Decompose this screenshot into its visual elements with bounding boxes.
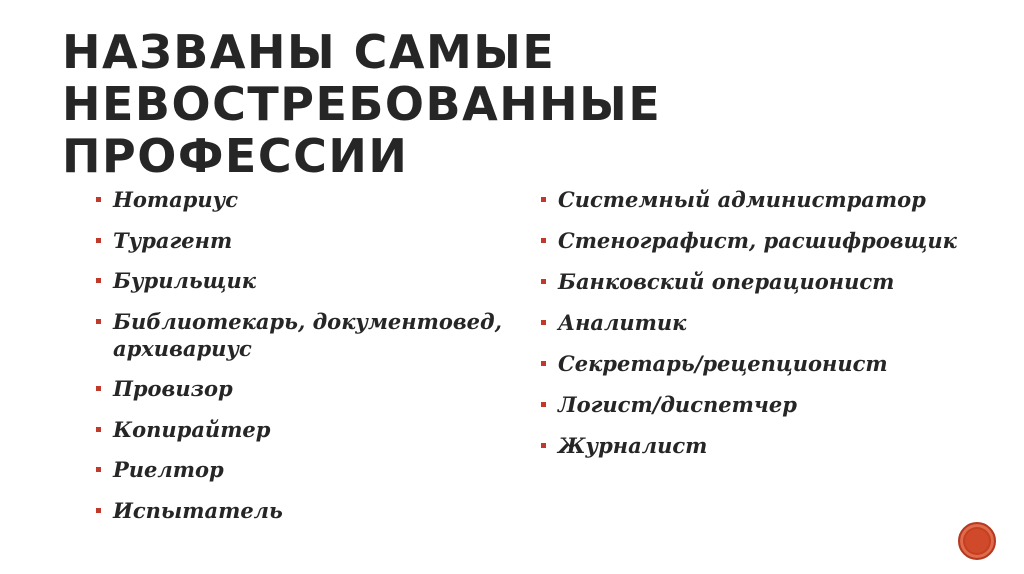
slide-title: НАЗВАНЫ САМЫЕ НЕВОСТРЕБОВАННЫЕ ПРОФЕССИИ <box>62 25 662 183</box>
list-item <box>96 416 516 443</box>
bullet-icon <box>96 278 101 283</box>
list-item-label: Копирайтер <box>113 416 271 442</box>
right-profession-list <box>541 186 961 473</box>
bullet-icon <box>96 427 101 432</box>
list-item <box>541 268 961 295</box>
bullet-icon <box>96 386 101 391</box>
bullet-icon <box>541 361 546 366</box>
list-item <box>96 227 516 254</box>
slide-nav-button[interactable] <box>958 522 996 560</box>
list-item-label: Риелтор <box>113 457 224 482</box>
list-item <box>541 186 961 213</box>
list-item <box>96 375 516 402</box>
list-item <box>541 432 961 459</box>
list-item-label: Аналитик <box>558 310 687 335</box>
list-item-label: Бурильщик <box>113 268 256 293</box>
list-item <box>96 308 516 362</box>
bullet-icon <box>541 197 546 202</box>
list-item-label: Библиотекарь, документовед, архивариус <box>113 308 502 361</box>
list-item-label: Нотариус <box>113 187 238 212</box>
list-item <box>541 391 961 418</box>
list-item <box>96 497 516 524</box>
list-item-label: Логист/диспетчер <box>558 392 797 417</box>
list-item <box>96 186 516 213</box>
list-item-label: Банковский операционист <box>558 269 895 294</box>
list-item <box>96 456 516 483</box>
left-profession-list <box>96 186 516 537</box>
bullet-icon <box>96 467 101 472</box>
bullet-icon <box>96 197 101 202</box>
list-item <box>541 350 961 377</box>
list-item-label: Журналист <box>558 433 708 458</box>
bullet-icon <box>541 402 546 407</box>
bullet-icon <box>96 319 101 324</box>
list-item <box>541 309 961 336</box>
bullet-icon <box>541 320 546 325</box>
list-item <box>96 267 516 294</box>
list-item-label: Испытатель <box>113 497 283 523</box>
list-item-label: Стенографист, расшифровщик <box>558 228 957 253</box>
list-item-label: Турагент <box>113 227 233 253</box>
bullet-icon <box>541 238 546 243</box>
list-item-label: Секретарь/рецепционист <box>558 351 888 376</box>
bullet-icon <box>96 238 101 243</box>
list-item <box>541 227 961 254</box>
bullet-icon <box>541 279 546 284</box>
bullet-icon <box>541 443 546 448</box>
list-item-label: Системный администратор <box>558 187 926 212</box>
bullet-icon <box>96 508 101 513</box>
list-item-label: Провизор <box>113 376 233 401</box>
